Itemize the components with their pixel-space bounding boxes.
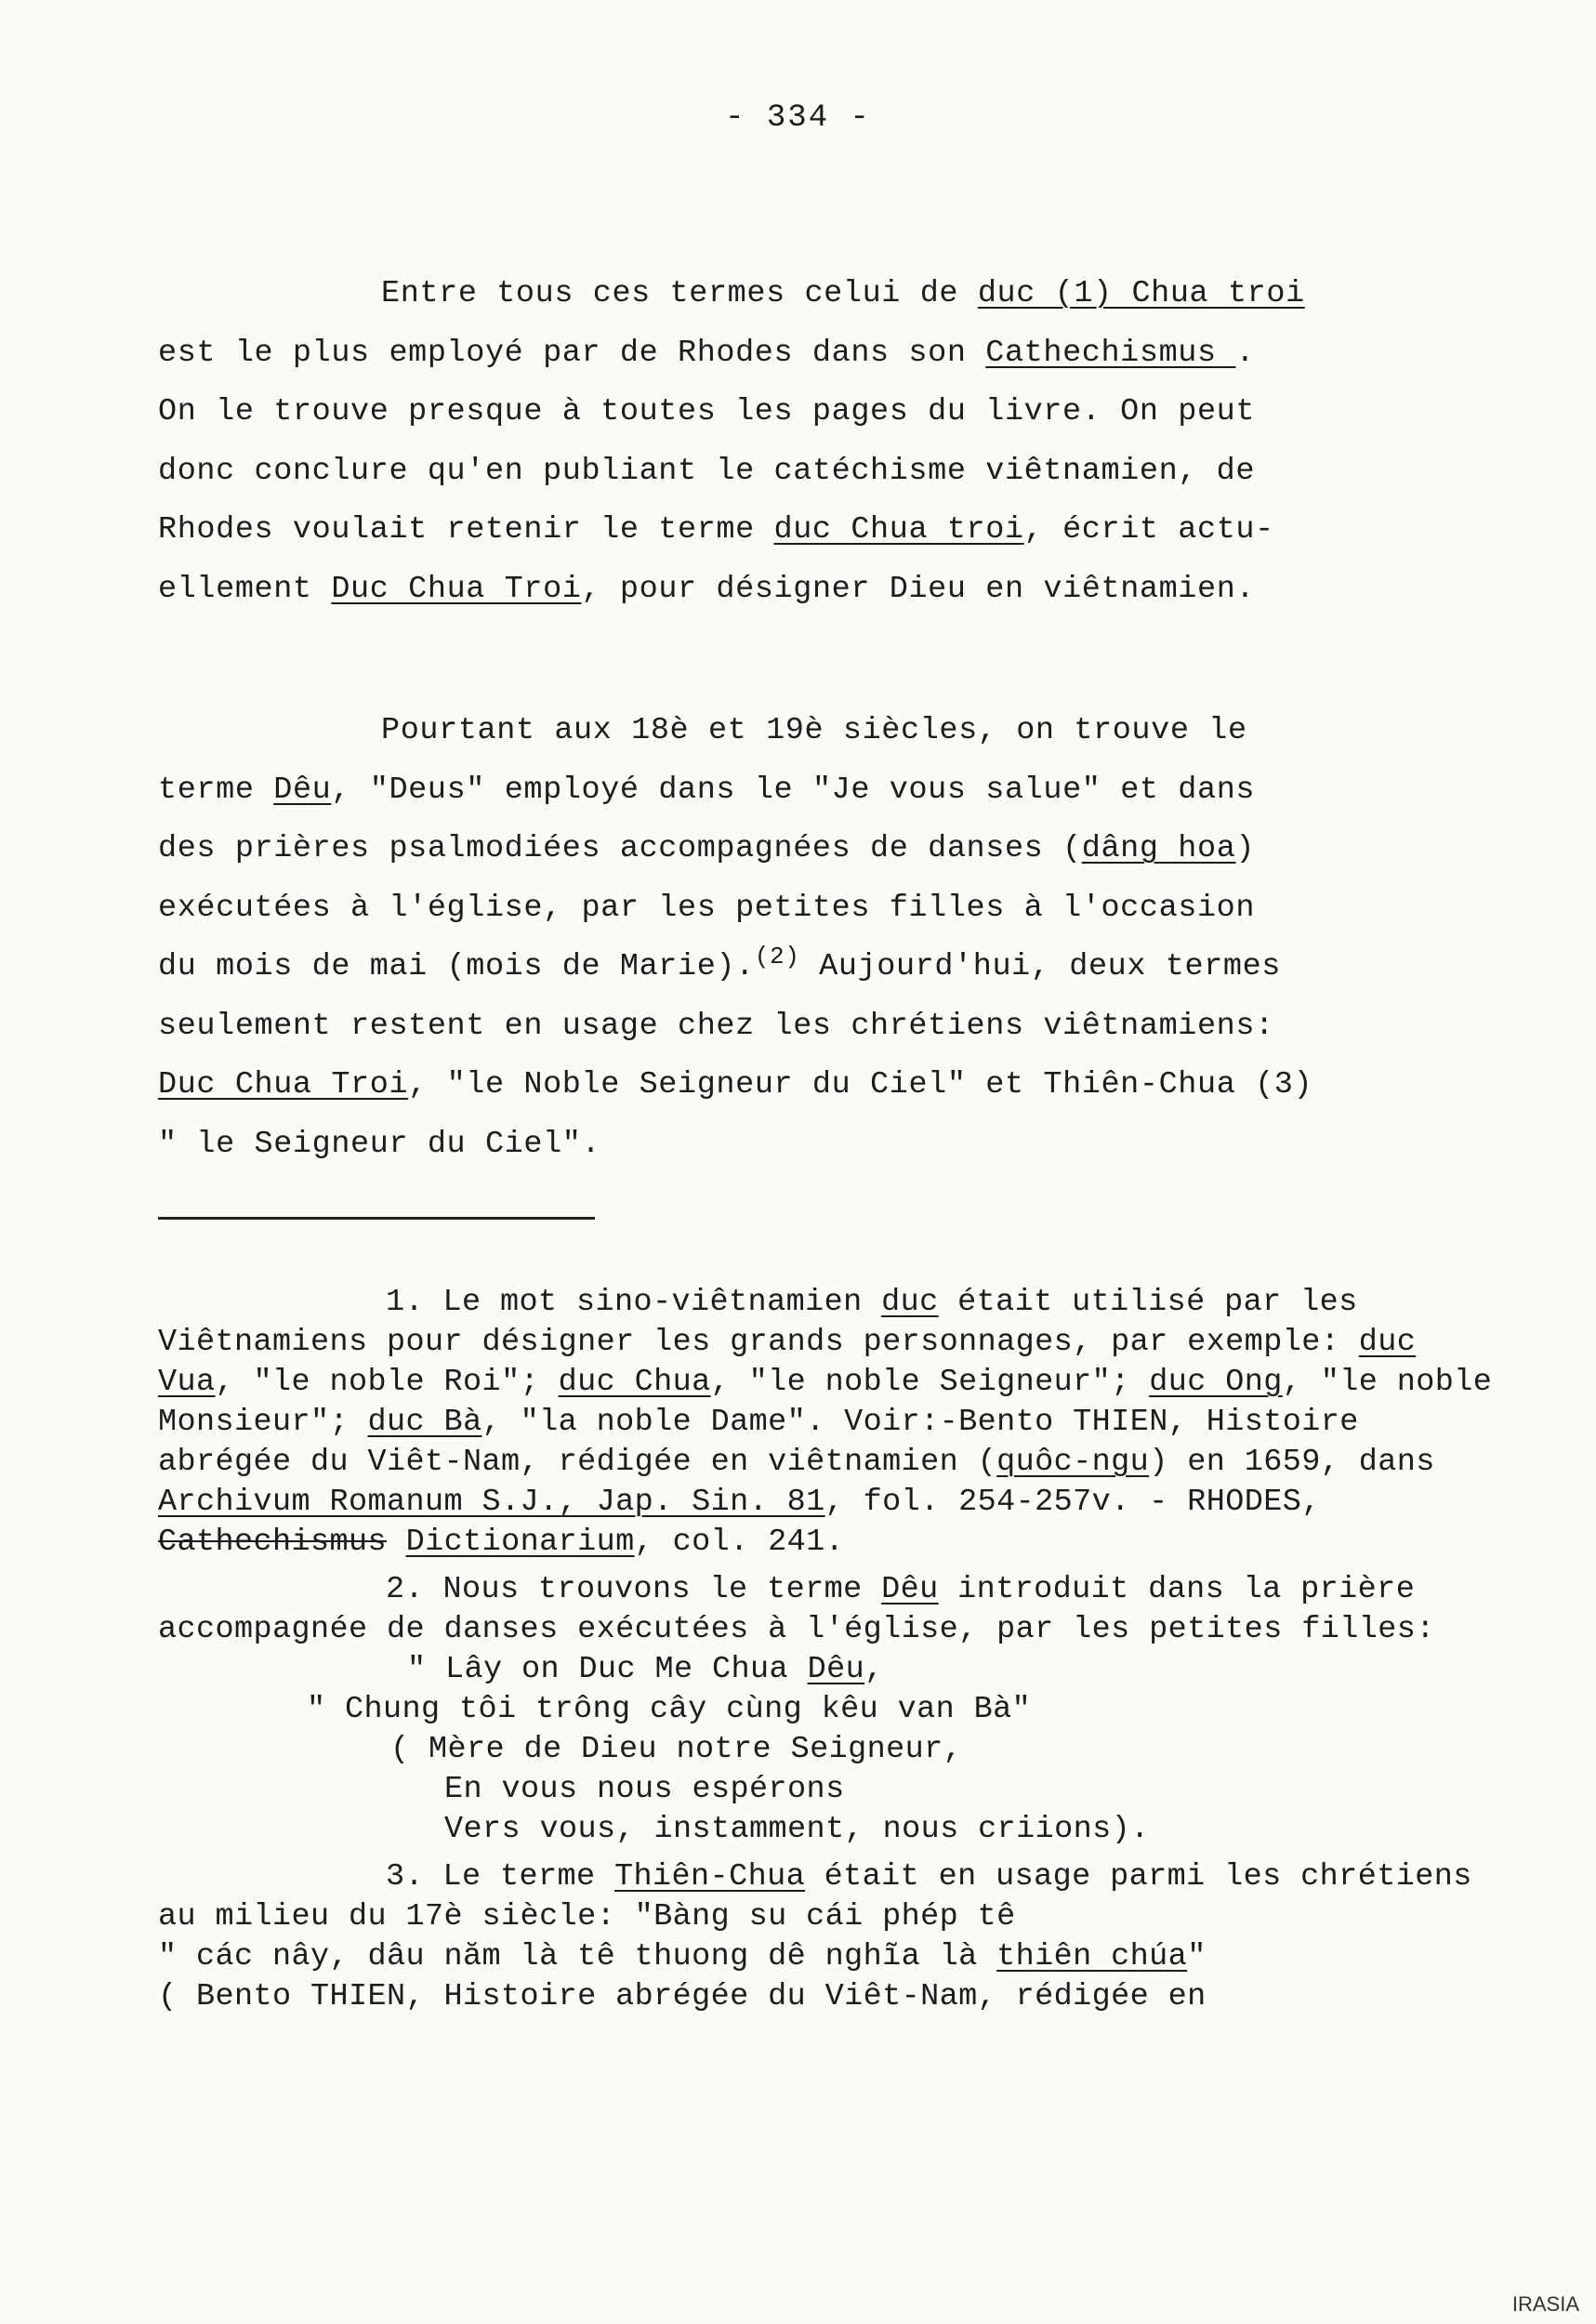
verse-line: ( Mère de Dieu notre Seigneur, [390, 1732, 963, 1767]
verse-line: Vers vous, instamment, nous criions). [444, 1812, 1150, 1847]
underlined-term: Dêu [881, 1572, 939, 1607]
text-span: ) en 1659, dans [1149, 1445, 1435, 1480]
text-span: Rhodes voulait retenir le terme [158, 512, 774, 548]
underlined-term: thiên chúa [996, 1939, 1188, 1974]
text-line: " le Seigneur du Ciel". [158, 1126, 601, 1162]
text-span: 3. Le terme [386, 1859, 615, 1895]
text-span: , [864, 1652, 884, 1687]
text-span: ( Bento THIEN, Histoire abrégée du Viêt-Nam, rédigée en [158, 1979, 1207, 2014]
text-span: , "la noble Dame". Voir:-Bento THIEN, Histoire abrégée du Viêt-Nam, rédigée en viêtnamien ( [158, 1405, 1359, 1480]
verse-line: En vous nous espérons [444, 1772, 845, 1807]
underlined-term: Cathechismus [985, 335, 1236, 371]
underlined-term: Duc Chua Troi [331, 571, 582, 607]
text-line [158, 501, 1497, 561]
verse-line: " Chung tôi trông cây cùng kêu van Bà" [307, 1692, 1032, 1727]
text-span: Aujourd'hui, deux termes [799, 949, 1282, 984]
footnotes [158, 1283, 1506, 2025]
underlined-term: Dictionarium [405, 1525, 635, 1560]
footnote-ref: (2) [754, 942, 800, 971]
underlined-term: dâng hoa [1081, 831, 1236, 866]
footnote-2 [158, 1570, 1506, 1850]
text-line: Pourtant aux 18è et 19è siècles, on trouve le [381, 713, 1247, 748]
paragraph-1 [158, 265, 1497, 619]
text-line: donc conclure qu'en publiant le catéchisme viêtnamien, de [158, 453, 1256, 489]
text-line [158, 265, 1497, 324]
text-span: , "Deus" employé dans le "Je vous salue" et dans [331, 772, 1256, 808]
text-span: 1. Le mot sino-viêtnamien [386, 1285, 882, 1320]
underlined-term: duc [881, 1285, 939, 1320]
text-line [158, 938, 1497, 997]
text-span: , "le noble Seigneur"; [710, 1365, 1150, 1400]
text-span: , fol. 254-257v. - RHODES, [824, 1485, 1321, 1520]
text-span: , "le noble Roi"; [215, 1365, 559, 1400]
underlined-term: Dêu [807, 1652, 865, 1687]
text-span: ) [1235, 831, 1256, 866]
underlined-term: duc Ong [1149, 1365, 1283, 1400]
footnote-3 [158, 1857, 1506, 2017]
text-span: , col. 241. [634, 1525, 845, 1560]
text-span: terme [158, 772, 274, 808]
struck-term: Cathechismus [158, 1525, 388, 1560]
text-span: " các nây, dâu năm là tê thuong dê nghĩa là [158, 1939, 997, 1974]
text-line [158, 1056, 1497, 1116]
text-span [387, 1525, 406, 1560]
text-line [158, 324, 1497, 384]
text-line [158, 820, 1497, 879]
text-span: du mois de mai (mois de Marie). [158, 949, 755, 984]
text-span: des prières psalmodiées accompagnées de danses ( [158, 831, 1082, 866]
page-number: - 334 - [725, 100, 871, 136]
footnote-separator [158, 1217, 595, 1220]
text-span: est le plus employé par de Rhodes dans son [158, 335, 986, 371]
text-span: ellement [158, 571, 332, 607]
underlined-term: Thiên-Chua [614, 1859, 806, 1895]
underlined-term: duc Chua troi [773, 512, 1024, 548]
underlined-term: Duc Chua Troi [158, 1067, 409, 1103]
text-span: , "le Noble Seigneur du Ciel" et Thiên-Chua (3) [408, 1067, 1313, 1103]
text-span: , écrit actu- [1023, 512, 1274, 548]
underlined-term: duc Bà [367, 1405, 482, 1440]
underlined-term: quôc-ngu [996, 1445, 1150, 1480]
footnote-1 [158, 1283, 1506, 1563]
text-span: , pour désigner Dieu en viêtnamien. [581, 571, 1256, 607]
underlined-term: duc (1) Chua troi [977, 276, 1305, 311]
text-span: Entre tous ces termes celui de [381, 276, 978, 311]
text-line: seulement restent en usage chez les chrétiens viêtnamiens: [158, 1008, 1274, 1044]
text-span: introduit dans la prière accompagnée de danses exécutées à l'église, par les petites filles: [158, 1572, 1435, 1647]
text-span: 2. Nous trouvons le terme [386, 1572, 882, 1607]
text-line: exécutées à l'église, par les petites filles à l'occasion [158, 890, 1256, 926]
text-span: . [1235, 335, 1256, 371]
text-span: " [1187, 1939, 1207, 1974]
underlined-term: Dêu [273, 772, 332, 808]
underlined-term: duc Vua [158, 1325, 1417, 1400]
text-line: On le trouve presque à toutes les pages du livre. On peut [158, 394, 1256, 429]
text-line [158, 761, 1497, 821]
underlined-term: Archivum Romanum S.J., Jap. Sin. 81 [158, 1485, 825, 1520]
verse-line [158, 1650, 1506, 1690]
watermark: IRASIA [1511, 2292, 1579, 2316]
paragraph-2 [158, 702, 1497, 1174]
text-span: , "le noble Monsieur"; [158, 1365, 1493, 1440]
underlined-term: duc Chua [558, 1365, 711, 1400]
text-line [158, 561, 1497, 620]
text-span: " Lây on Duc Me Chua [407, 1652, 808, 1687]
text-span: était en usage parmi les chrétiens au milieu du 17è siècle: "Bàng su cái phép tê [158, 1859, 1472, 1934]
text-span: était utilisé par les Viêtnamiens pour désigner les grands personnages, par exemple: [158, 1285, 1359, 1360]
